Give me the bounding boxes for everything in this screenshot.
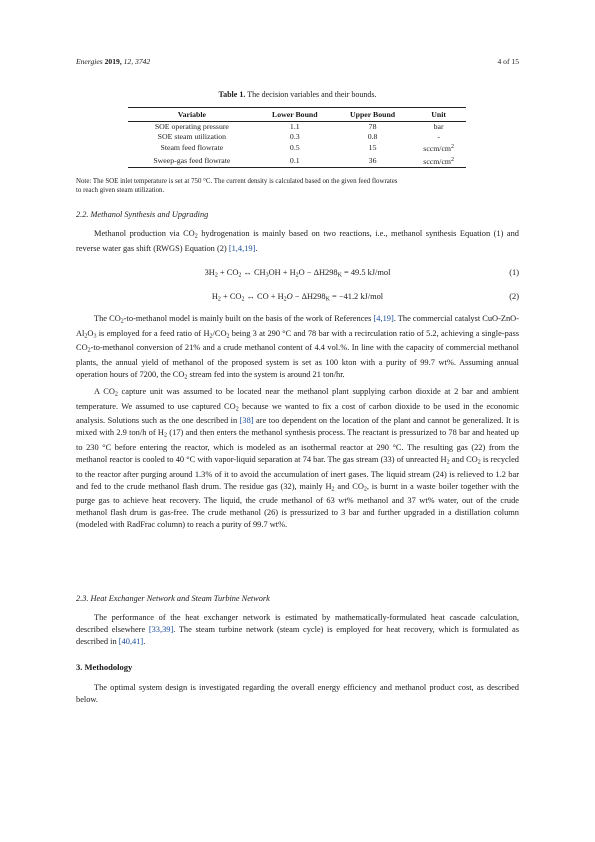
column-header: Unit bbox=[411, 108, 466, 122]
table-cell: 0.8 bbox=[367, 132, 378, 142]
table-caption: Table 1. The decision variables and their bounds. bbox=[218, 90, 377, 99]
citation-link[interactable]: [33,39] bbox=[148, 625, 174, 635]
table-row bbox=[128, 155, 466, 168]
table-cell: 0.3 bbox=[289, 132, 300, 142]
table-header-row bbox=[128, 108, 466, 122]
table-cell: 1.1 bbox=[289, 122, 300, 131]
paragraph: A $CO_2$ capture unit was assumed to be located near the methanol plant supplying carbon dioxide at 2 bar and ambient temperature. We assumed to use captured $CO_2$ because we wanted to fix a cost of carbon dioxide to be used in the economic analysis. Solutions such as the one described in [38] are too dependent on the location of the plant and cannot be generalized. It is mixed with 2.9 ton/h of $H_2$ (17) and then enters the methanol synthesis process. The reactant is pressurized to 78 bar and heated up to 230 °C before entering the reactor, which is modeled as an isothermal reactor at 290 °C. The resulting gas (22) from the methanol reactor is cooled to 40 °C with vapor-liquid separation at 74 bar. The gas stream (33) of unreacted $H_2$ and $CO_2$ is recycled to the reactor after purging around 1.3% of it to avoid the accumulation of inert gases. The liquid stream (24) is relieved to 1.2 bar and fed to the crude methanol flash drum. The residue gas (32), mainly $H_2$ and $CO_2$, is burnt in a waste boiler together with the purge gas to achieve heat recovery. The liquid, the crude methanol of 63 wt% methanol and 37 wt% water, out of the crude methanol flash drum is gas-free. The crude methanol (26) is pressurized to 3 bar and further upgraded in a distillation column (modeled with RadFrac column) to reach a purity of 99.7 wt%. bbox=[76, 387, 520, 530]
equation-2: $H_2 + CO_2$ ↔ CO + $H_2O - \Delta H298_K = -41.2$ kJ/mol (2) bbox=[211, 292, 519, 303]
column-header: Upper Bound bbox=[334, 108, 411, 122]
table-note: Note: The SOE inlet temperature is set at 750 °C. The current density is calculated based on the given feed flowrates to reach given steam utilization. bbox=[76, 178, 398, 194]
section-heading-2-2: 2.2. Methanol Synthesis and Upgrading bbox=[76, 210, 209, 219]
table-cell: Sweep-gas feed flowrate bbox=[128, 155, 256, 168]
table-cell: 78 bbox=[368, 122, 377, 131]
table-row bbox=[128, 132, 466, 142]
citation-link[interactable]: [4,19] bbox=[373, 314, 394, 323]
decision-variables-table bbox=[128, 107, 466, 168]
table-cell: 0.1 bbox=[256, 155, 334, 168]
table-cell: 15 bbox=[368, 143, 377, 153]
table-cell: Steam feed flowrate bbox=[160, 143, 224, 153]
citation-link[interactable]: [1,4,19] bbox=[228, 243, 256, 253]
citation-link[interactable]: [40,41] bbox=[118, 637, 144, 647]
citation-link[interactable]: [38] bbox=[239, 416, 254, 426]
equation-number: (1) bbox=[509, 268, 519, 277]
section-heading-3: 3. Methodology bbox=[76, 662, 133, 672]
column-header: Lower Bound bbox=[256, 108, 334, 122]
section-heading-2-3: 2.3. Heat Exchanger Network and Steam Turbine Network bbox=[76, 594, 270, 603]
paragraph: The performance of the heat exchanger network is estimated by mathematically-formulated heat cascade calculation, described elsewhere [33,39]. The steam turbine network (steam cycle) is employed for heat recovery, which is formulated as described in [40,41]. bbox=[76, 613, 519, 647]
column-header: Variable bbox=[128, 108, 256, 122]
equation-1: $3H_2 + CO_2$ ↔ $CH_3OH + H_2O - \Delta H298_K = 49.5$ kJ/mol (1) bbox=[204, 268, 519, 279]
page-number: 4 of 15 bbox=[497, 57, 519, 66]
paragraph: Methanol production via $CO_2$ hydrogenation is mainly based on two reactions, i.e., methanol synthesis Equation (1) and reverse water gas shift (RWGS) Equation (2) [1,4,19]. bbox=[76, 229, 519, 253]
table-cell: sccm/$cm^2$ bbox=[423, 144, 454, 154]
paragraph: The $CO_2-to$-methanol model is mainly built on the basis of the work of References [4,19]. The commercial catalyst CuO-$ZnO-Al_2O_3$ is employed for a feed ratio of $H_2/CO_2$ being 3 at 290 °C and 78 bar with a recirculation ratio of 5.2, achieving a single-pass $CO_2-to$-methanol conversion of 21% and a crude methanol content of 4.4 vol.%. In line with the capacity of commercial methanol plants, the annual yield of methanol of the proposed system is set as 100 kton with a purity of 99.7 wt%. Assuming annual operation hours of 7200, the $CO_2$ stream fed into the system is around 21 ton/hr. bbox=[76, 314, 520, 381]
table-cell: 0.5 bbox=[289, 143, 300, 153]
table-cell: sccm/$cm^2$ bbox=[411, 155, 466, 168]
table-cell: 36 bbox=[334, 155, 411, 168]
paragraph: The optimal system design is investigated regarding the overall energy efficiency and methanol product cost, as described below. bbox=[76, 683, 519, 705]
journal-citation: Energies 2019, 12, 3742 bbox=[76, 57, 151, 66]
table-cell: - bbox=[437, 132, 440, 142]
table-row bbox=[128, 142, 466, 154]
equation-number: (2) bbox=[509, 292, 519, 301]
table-cell: SOE operating pressure bbox=[154, 122, 229, 131]
table-row bbox=[128, 122, 466, 133]
table-cell: SOE steam utilization bbox=[157, 132, 227, 142]
table-cell: bar bbox=[433, 122, 444, 131]
